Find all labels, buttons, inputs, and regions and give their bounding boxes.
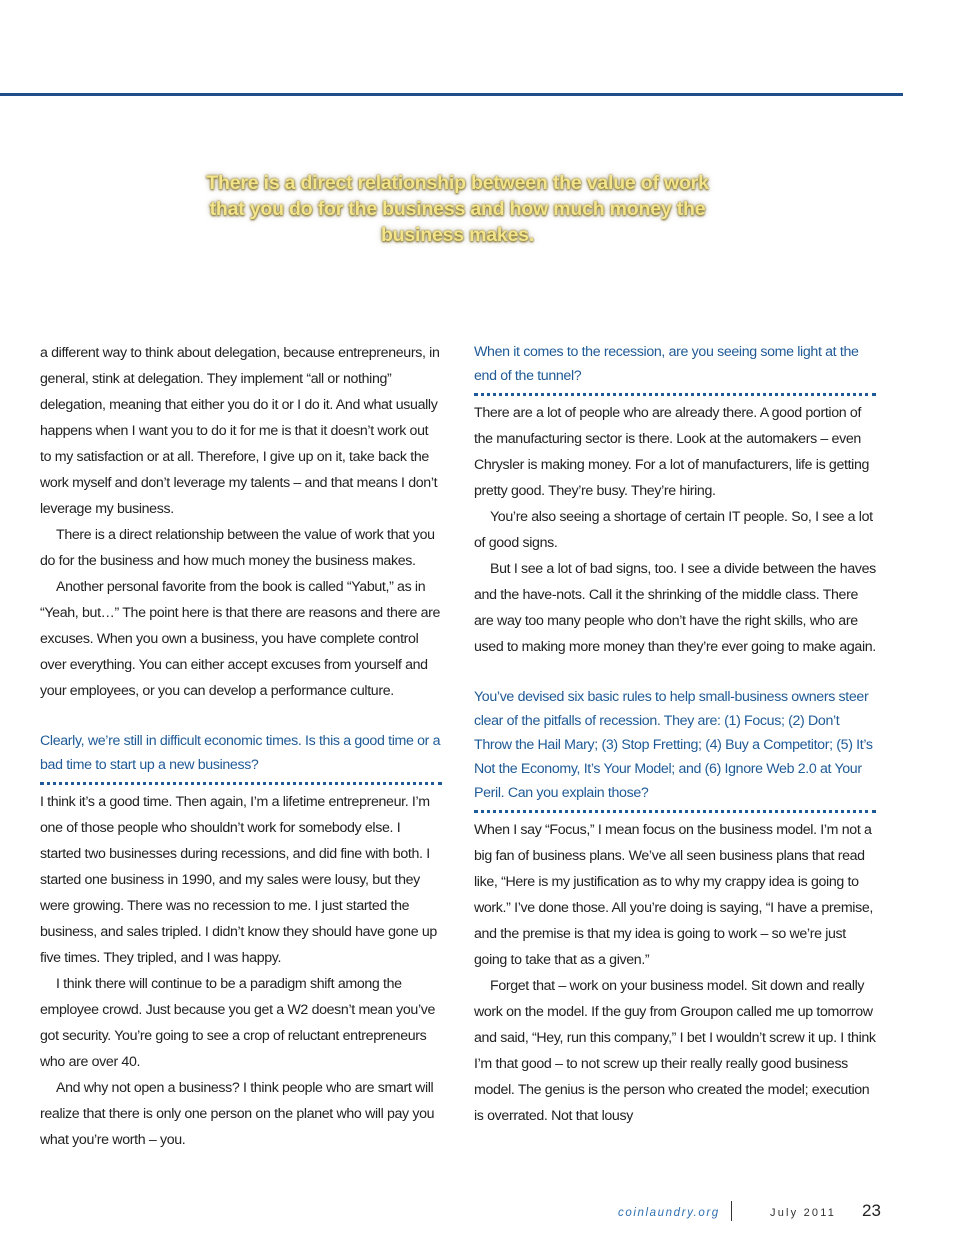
- footer-site-url: coinlaundry.org: [618, 1207, 720, 1219]
- page-number: 23: [862, 1201, 881, 1220]
- body-paragraph: When I say “Focus,” I mean focus on the business model. I’m not a big fan of business plans. We’ve all seen business plans that read like, “Here is my justification as to why my crappy idea is going to work.” I’ve done those. All you’re doing is saying, “I have a premise, and the premise is that my idea is going to work – so we’re just going to take that as a given.”: [474, 822, 873, 968]
- header-rule: [0, 93, 903, 96]
- pull-quote: There is a direct relationship between the value of work that you do for the business and how much money the business makes.: [206, 172, 709, 246]
- right-column: [474, 340, 876, 1129]
- body-paragraph: Another personal favorite from the book is called “Yabut,” as in “Yeah, but…” The point here is that there are reasons and there are excuses. When you own a business, you have complete control over everything. You can either accept excuses from yourself and your employees, or you can develop a performance culture.: [40, 579, 441, 699]
- body-paragraph: There are a lot of people who are already there. A good portion of the manufacturing sector is there. Look at the automakers – even Chrysler is making money. For a lot of manufacturers, life is getting pretty good. They’re busy. They’re hiring.: [474, 405, 870, 499]
- body-paragraph: There is a direct relationship between the value of work that you do for the business and how much money the business makes.: [40, 527, 435, 569]
- dotted-divider: [40, 782, 442, 785]
- body-paragraph: And why not open a business? I think people who are smart will realize that there is only one person on the planet who will pay you what you’re worth – you.: [40, 1080, 435, 1148]
- left-column: [40, 340, 442, 1153]
- footer-separator: [731, 1201, 732, 1221]
- footer-issue-date: July 2011: [770, 1207, 837, 1219]
- body-paragraph: Forget that – work on your business model. Sit down and really work on the model. If the guy from Groupon called me up tomorrow and said, “Hey, run this company,” I bet I wouldn’t screw it up. I think I’m that good – to not screw up their really really good business model. The genius is the person who created the model; execution is overrated. Not that lousy: [474, 978, 876, 1124]
- body-paragraph: I think there will continue to be a paradigm shift among the employee crowd. Just because you get a W2 doesn’t mean you’ve got security. You’re going to see a crop of reluctant entrepreneurs who are over 40.: [40, 976, 436, 1070]
- interview-question: When it comes to the recession, are you seeing some light at the end of the tunnel?: [474, 344, 859, 384]
- dotted-divider: [474, 393, 876, 396]
- page-footer: [0, 1200, 960, 1230]
- body-paragraph: a different way to think about delegation, because entrepreneurs, in general, stink at delegation. They implement “all or nothing” delegation, meaning that either you do it or I do it. And what usually happens when I want you to do it for me is that it doesn’t work out to my satisfaction or at all. Therefore, I give up on it, take back the work myself and don’t leverage my talents – and that means I don’t leverage my business.: [40, 345, 440, 517]
- body-paragraph: I think it’s a good time. Then again, I’m a lifetime entrepreneur. I’m one of those people who shouldn’t work for somebody else. I started two businesses during recessions, and did fine with both. I started one business in 1990, and my sales were lousy, but they were growing. There was no recession to me. I just started the business, and sales tripled. I didn’t know they should have gone up five times. They tripled, and I was happy.: [40, 794, 437, 966]
- interview-question: Clearly, we’re still in difficult economic times. Is this a good time or a bad time to start up a new business?: [40, 733, 441, 773]
- dotted-divider: [474, 810, 876, 813]
- interview-question: You’ve devised six basic rules to help small-business owners steer clear of the pitfalls of recession. They are: (1) Focus; (2) Don’t Throw the Hail Mary; (3) Stop Fretting; (4) Buy a Competitor; (5) It’s Not the Economy, It’s Your Model; and (6) Ignore Web 2.0 at Your Peril. Can you explain those?: [474, 689, 873, 801]
- body-paragraph: You’re also seeing a shortage of certain IT people. So, I see a lot of good signs.: [474, 509, 873, 551]
- body-paragraph: But I see a lot of bad signs, too. I see a divide between the haves and the have-nots. Call it the shrinking of the middle class. There are way too many people who don’t have the right skills, who are used to making more money than they’re ever going to make again.: [474, 561, 876, 655]
